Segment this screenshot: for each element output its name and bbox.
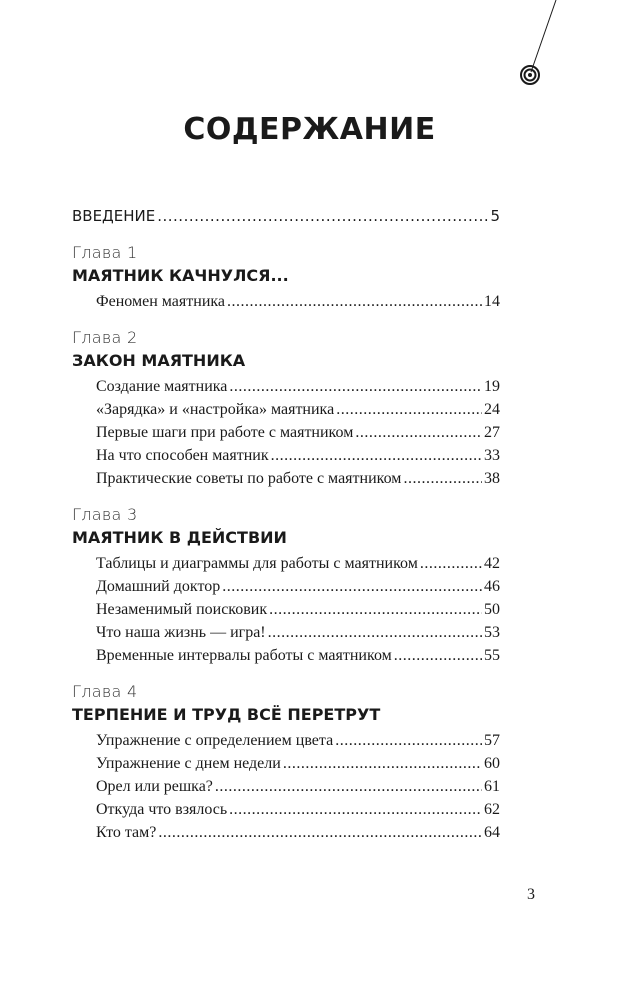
toc-entry xyxy=(72,552,500,575)
toc-entry-title: Кто там? xyxy=(96,824,157,841)
toc-entry xyxy=(72,421,500,444)
chapter-title: МАЯТНИК В ДЕЙСТВИИ xyxy=(72,528,287,547)
dot-leader xyxy=(335,729,482,752)
dot-leader xyxy=(394,644,482,667)
toc-entry-page: 61 xyxy=(484,778,500,795)
toc-entry xyxy=(72,290,500,313)
toc-entry xyxy=(72,644,500,667)
chapter-title: ЗАКОН МАЯТНИКА xyxy=(72,351,246,370)
chapter-title: ТЕРПЕНИЕ И ТРУД ВСЁ ПЕРЕТРУТ xyxy=(72,705,381,724)
toc-entry-title: ВВЕДЕНИЕ xyxy=(72,207,156,225)
toc-entry-page: 38 xyxy=(484,470,500,487)
dot-leader xyxy=(269,598,482,621)
toc-entry-title: Незаменимый поисковик xyxy=(96,601,268,618)
table-of-contents xyxy=(72,205,500,858)
toc-entry-page: 5 xyxy=(490,207,500,225)
chapter-3 xyxy=(72,504,500,667)
toc-entry-page: 19 xyxy=(484,378,500,395)
toc-entry-page: 46 xyxy=(484,578,500,595)
dot-leader xyxy=(420,552,482,575)
toc-entry-title: Упражнение с днем недели xyxy=(96,755,281,772)
dot-leader xyxy=(355,421,482,444)
toc-entry xyxy=(72,467,500,490)
toc-entry xyxy=(72,729,500,752)
toc-entry xyxy=(72,798,500,821)
toc-entry-title: Что наша жизнь — игра! xyxy=(96,624,266,641)
toc-entry-title: Таблицы и диаграммы для работы с маятником xyxy=(96,555,418,572)
toc-entry-page: 24 xyxy=(484,401,500,418)
chapter-title: МАЯТНИК КАЧНУЛСЯ... xyxy=(72,266,289,285)
chapter-4 xyxy=(72,681,500,844)
toc-entry-page: 50 xyxy=(484,601,500,618)
toc-entry-page: 64 xyxy=(484,824,500,841)
toc-entry-page: 42 xyxy=(484,555,500,572)
dot-leader xyxy=(229,798,482,821)
toc-entry-page: 53 xyxy=(484,624,500,641)
toc-entry-page: 60 xyxy=(484,755,500,772)
toc-entry xyxy=(72,821,500,844)
toc-entry xyxy=(72,621,500,644)
toc-entry-title: Домашний доктор xyxy=(96,578,221,595)
toc-entry-title: Откуда что взялось xyxy=(96,801,228,818)
dot-leader xyxy=(283,752,482,775)
chapter-1 xyxy=(72,242,500,313)
toc-entry-title: Феномен маятника xyxy=(96,293,226,310)
page-title: СОДЕРЖАНИЕ xyxy=(183,112,436,147)
dot-leader xyxy=(215,775,482,798)
toc-entry-title: Создание маятника xyxy=(96,378,228,395)
toc-entry-intro xyxy=(72,205,500,228)
toc-entry xyxy=(72,775,500,798)
toc-entry-page: 62 xyxy=(484,801,500,818)
dot-leader xyxy=(403,467,482,490)
dot-leader xyxy=(227,290,482,313)
toc-entry-page: 14 xyxy=(484,293,500,310)
toc-entry-page: 27 xyxy=(484,424,500,441)
pendulum-icon xyxy=(0,0,619,100)
chapter-label: Глава 4 xyxy=(72,682,138,701)
toc-entry xyxy=(72,398,500,421)
toc-entry-title: Первые шаги при работе с маятником xyxy=(96,424,354,441)
dot-leader xyxy=(222,575,482,598)
toc-entry-page: 33 xyxy=(484,447,500,464)
chapter-label: Глава 1 xyxy=(72,243,138,262)
toc-entry xyxy=(72,752,500,775)
toc-entry xyxy=(72,575,500,598)
toc-entry-title: «Зарядка» и «настройка» маятника xyxy=(96,401,335,418)
dot-leader xyxy=(229,375,482,398)
dot-leader xyxy=(268,621,482,644)
chapter-label: Глава 3 xyxy=(72,505,138,524)
dot-leader xyxy=(158,821,482,844)
toc-entry-title: Практические советы по работе с маятником xyxy=(96,470,402,487)
dot-leader xyxy=(336,398,482,421)
toc-entry-page: 55 xyxy=(484,647,500,664)
dot-leader xyxy=(157,205,488,228)
toc-entry-title: Орел или решка? xyxy=(96,778,213,795)
toc-entry xyxy=(72,444,500,467)
dot-leader xyxy=(271,444,482,467)
chapter-2 xyxy=(72,327,500,490)
page-number: 3 xyxy=(527,886,535,903)
toc-entry-page: 57 xyxy=(484,732,500,749)
toc-entry-title: Временные интервалы работы с маятником xyxy=(96,647,392,664)
toc-entry xyxy=(72,375,500,398)
toc-entry xyxy=(72,598,500,621)
chapter-label: Глава 2 xyxy=(72,328,138,347)
toc-entry-title: Упражнение с определением цвета xyxy=(96,732,334,749)
toc-entry-title: На что способен маятник xyxy=(96,447,269,464)
